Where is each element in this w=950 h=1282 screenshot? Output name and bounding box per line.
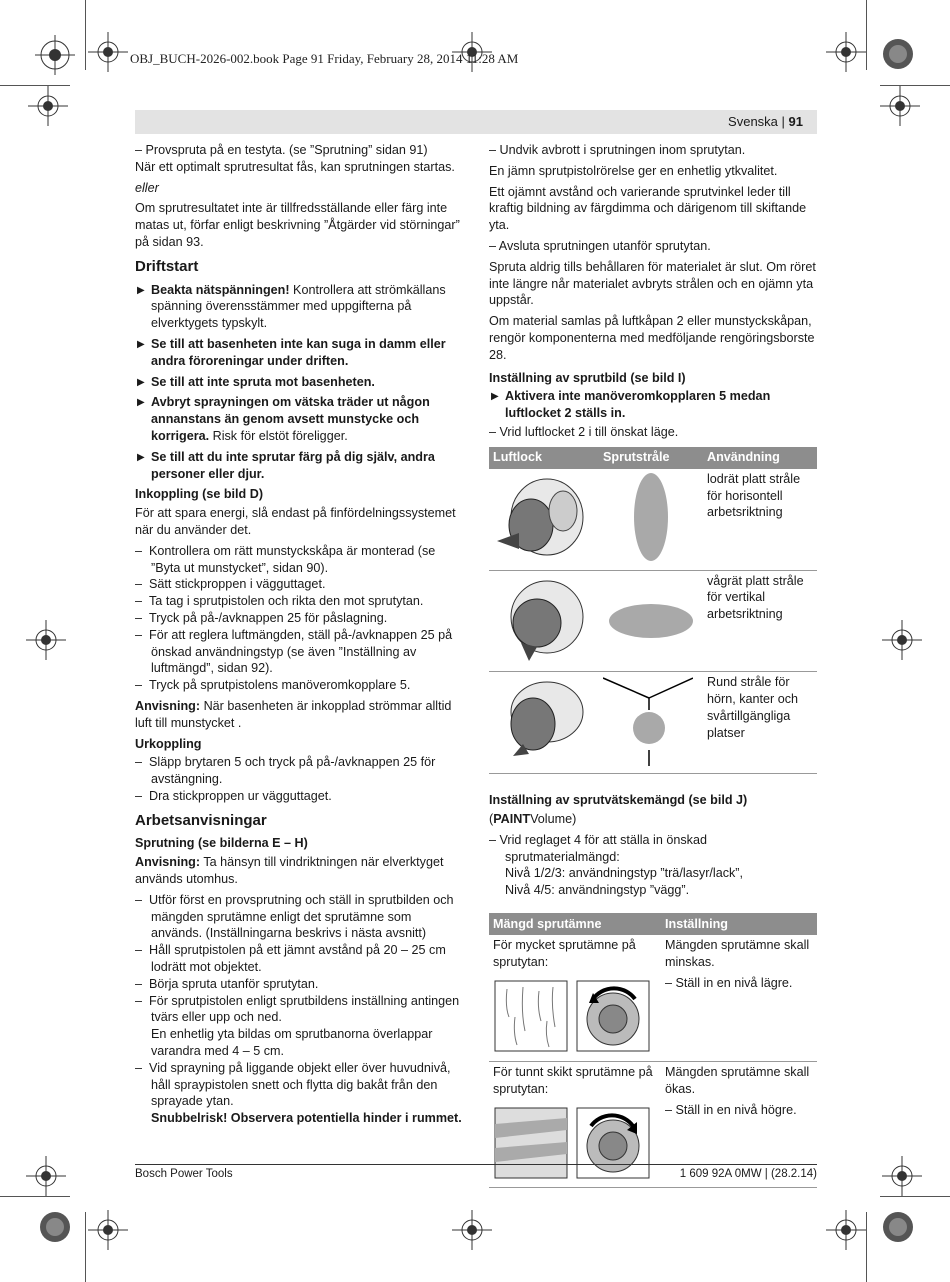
section-title: Driftstart [135, 257, 199, 275]
list-item-line: Nivå 1/2/3: användningstyp ”trä/lasyr/lack”, [505, 866, 743, 881]
warning-item: ▶ Se till att basenheten inte kan suga in damm eller andra föroreningar under driften. [137, 336, 446, 368]
header-language: Svenska [728, 114, 778, 129]
table-cell: vågrät platt stråle för vertikal arbetsriktning [703, 570, 817, 672]
page-footer [135, 1164, 817, 1180]
intro-line: eller [135, 180, 159, 195]
table-header: Inställning [661, 913, 817, 935]
list-item: – Börja spruta utanför sprutytan. [135, 976, 319, 991]
table-cell: Mängden sprutämne skall minskas. [665, 937, 810, 969]
warning-item: ▶ Se till att inte spruta mot basenheten. [135, 374, 465, 391]
table-cell: För mycket sprutämne på sprutytan: [493, 937, 636, 969]
table-cell: För tunnt skikt sprutämne på sprutytan: [493, 1065, 653, 1097]
list-item: – Dra stickproppen ur vägguttaget. [135, 788, 332, 803]
subsection-title: Sprutning (se bilderna E – H) [135, 836, 308, 851]
too-little-paint-illustration [493, 1104, 653, 1180]
list-item: – Tryck på på-/avknappen 25 för påslagning. [135, 610, 388, 625]
table-header: Sprutstråle [599, 447, 703, 469]
list-item: – Tryck på sprutpistolens manöveromkopplare 5. [135, 678, 411, 693]
list-item: – Vid sprayning på liggande objekt eller över huvudnivå, håll spraypistolen snett och flytta dig bakåt från den sprayade ytan. [135, 1060, 451, 1109]
air-cap-round-illustration [493, 674, 589, 766]
subsection-title: Urkoppling [135, 736, 202, 751]
too-much-paint-illustration [493, 977, 653, 1055]
note: Anvisning: Ta hänsyn till vindriktningen när elverktyget används utomhus. [135, 855, 444, 887]
registration-mark-icon [88, 1210, 128, 1250]
subsection-title: Inställning av sprutvätskemängd (se bild J) [489, 793, 748, 808]
paragraph: En jämn sprutpistolrörelse ger en enhetlig ytkvalitet. [489, 163, 778, 178]
spray-amount-table [489, 913, 817, 1188]
arrow-right-icon: ▶ [137, 376, 145, 388]
subsection-title: Inkoppling (se bild D) [135, 487, 264, 502]
warning-item: ▶ Avbryt sprayningen om vätska träder ut någon annanstans än genom avsett munstycke och korrigera. Risk för elstöt föreligger. [137, 395, 430, 443]
registration-mark-icon [882, 620, 922, 660]
list-item: – Ställ in en nivå högre. [665, 1102, 797, 1117]
list-item: – Ställ in en nivå lägre. [665, 975, 793, 990]
paragraph: Om material samlas på luftkåpan 2 eller munstyckskåpan, rengör komponenterna med medföljande rengöringsborste 28. [489, 314, 815, 362]
list-item: – För sprutpistolen enligt sprutbildens inställning antingen tvärs eller upp och ned. [135, 993, 460, 1025]
footer-code: 1 609 92A 0MW | (28.2.14) [679, 1168, 817, 1180]
crop-mark [866, 1212, 867, 1282]
subsection-title: Inställning av sprutbild (se bild I) [489, 370, 686, 385]
horizontal-flat-spray-icon [603, 573, 693, 665]
list-item: – Vrid luftlocket 2 i till önskat läge. [489, 424, 679, 439]
table-cell: Mängden sprutämne skall ökas. [665, 1065, 810, 1097]
air-cap-vertical-illustration [493, 471, 589, 563]
list-item: – Släpp brytaren 5 och tryck på på-/avknappen 25 för avstängning. [135, 755, 436, 787]
color-target-icon [35, 1207, 75, 1247]
table-row [489, 469, 817, 570]
round-spray-icon [603, 674, 693, 766]
warning-item: ▶ Beakta nätspänningen! Kontrollera att strömkällans spänning överensstämmer med uppgifterna på elverktygets typskylt. [137, 282, 446, 331]
paragraph: Ett ojämnt avstånd och varierande sprutvinkel leder till kraftig bildning av färgdimma och därigenom till skiftande yta. [489, 184, 807, 233]
color-target-icon [878, 1207, 918, 1247]
section-title: Arbetsanvisningar [135, 811, 267, 829]
list-item: – Håll sprutpistolen på ett jämnt avstånd på 20 – 25 cm lodrätt mot objektet. [135, 943, 446, 975]
left-column [135, 142, 465, 1127]
air-cap-horizontal-illustration [493, 573, 589, 665]
table-row [489, 935, 817, 1062]
trip-warning: Snubbelrisk! Observera potentiella hinder i rummet. [151, 1111, 462, 1126]
crop-mark [866, 0, 867, 70]
right-column [489, 142, 819, 1188]
list-item: – För att reglera luftmängden, ställ på-/avknappen 25 på önskad användningstyp (se även ”Inställning av luftmängd”, sidan 92). [135, 627, 453, 676]
arrow-right-icon: ▶ [137, 338, 145, 350]
paragraph: Spruta aldrig tills behållaren för materialet är slut. Om röret inte längre når materialet avbryts strålen och en ojämn yta uppstår. [489, 259, 816, 308]
intro-line: – Provspruta på en testyta. (se ”Sprutning” sidan 91) [135, 143, 428, 157]
registration-mark-icon [880, 86, 920, 126]
list-item-extra: En enhetlig yta bildas om sprutbanorna överlappar varandra med 4 – 5 cm. [151, 1027, 433, 1059]
footer-brand: Bosch Power Tools [135, 1168, 233, 1180]
list-item: – Ta tag i sprutpistolen och rikta den mot sprutytan. [135, 594, 424, 609]
arrow-right-icon: ▶ [137, 397, 145, 409]
vertical-flat-spray-icon [603, 471, 693, 563]
list-item: – Sätt stickproppen i vägguttaget. [135, 577, 326, 592]
note: Anvisning: När basenheten är inkopplad strömmar alltid luft till munstycket . [135, 698, 452, 730]
table-cell: Rund stråle för hörn, kanter och svårtillgängliga platser [703, 672, 817, 774]
arrow-right-icon: ▶ [491, 391, 499, 403]
list-item: – Undvik avbrott i sprutningen inom sprutytan. [489, 143, 746, 157]
registration-mark-icon [452, 1210, 492, 1250]
table-header: Luftlock [489, 447, 599, 469]
table-header: Mängd sprutämne [489, 913, 661, 935]
registration-mark-icon [26, 620, 66, 660]
paragraph: För att spara energi, slå endast på finfördelningssystemet när du använder det. [135, 506, 456, 537]
page-number: 91 [788, 114, 803, 129]
list-item: – Utför först en provsprutning och ställ in sprutbilden och mängden sprutämne enligt det sprutämne som används. (Inställningarna beskrivs i nästa avsnitt) [135, 892, 454, 941]
registration-mark-icon [35, 35, 75, 75]
print-info-line: OBJ_BUCH-2026-002.book Page 91 Friday, February 28, 2014 11:28 AM [130, 51, 519, 66]
registration-mark-icon [826, 32, 866, 72]
registration-mark-icon [28, 86, 68, 126]
intro-line: När ett optimalt sprutresultat fås, kan sprutningen startas. [135, 159, 455, 174]
arrow-right-icon: ▶ [137, 284, 145, 296]
crop-mark [85, 0, 86, 70]
warning-item: ▶ Se till att du inte sprutar färg på dig själv, andra personer eller djur. [137, 449, 435, 481]
paint-volume-label: (PAINTVolume) [489, 811, 577, 826]
list-item: – Vrid reglaget 4 för att ställa in önskad sprutmaterialmängd: [489, 832, 707, 864]
registration-mark-icon [88, 32, 128, 72]
table-row [489, 570, 817, 672]
arrow-right-icon: ▶ [137, 451, 145, 463]
intro-line: Om sprutresultatet inte är tillfredsställande eller färg inte matas ut, förfar enligt beskrivning ”Åtgärder vid störningar” på sidan 93. [135, 201, 460, 249]
crop-mark [85, 1212, 86, 1282]
page-header: Svenska | 91 [135, 110, 817, 134]
crop-mark [0, 1196, 70, 1197]
color-target-icon [878, 34, 918, 74]
table-header: Användning [703, 447, 817, 469]
table-row [489, 672, 817, 774]
spray-pattern-table [489, 447, 817, 774]
registration-mark-icon [882, 1156, 922, 1196]
registration-mark-icon [26, 1156, 66, 1196]
list-item-line: Nivå 4/5: användningstyp ”vägg”. [505, 883, 690, 898]
warning-item: ▶ Aktivera inte manöveromkopplaren 5 medan luftlocket 2 ställs in. [491, 389, 771, 421]
crop-mark [880, 1196, 950, 1197]
registration-mark-icon [826, 1210, 866, 1250]
list-item: – Kontrollera om rätt munstyckskåpa är monterad (se ”Byta ut munstycket”, sidan 90). [135, 543, 436, 575]
list-item: – Avsluta sprutningen utanför sprutytan. [489, 238, 711, 253]
table-cell: lodrät platt stråle för horisontell arbetsriktning [703, 469, 817, 570]
